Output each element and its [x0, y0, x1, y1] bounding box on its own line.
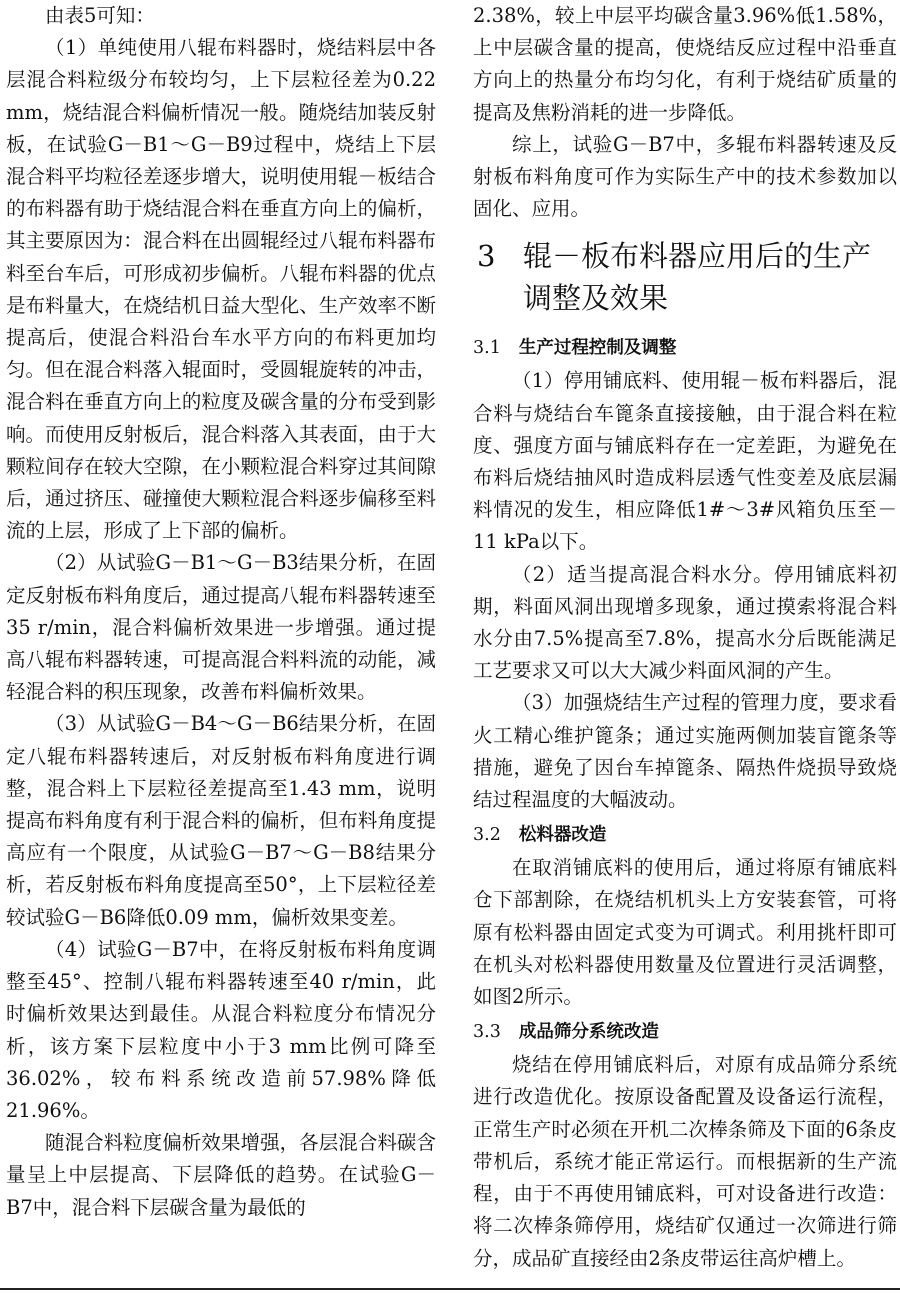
- section-3-title: 辊－板布料器应用后的生产调整及效果: [523, 239, 872, 316]
- subsection-3-1-heading: [473, 331, 897, 365]
- subsection-3-3-paragraph: 烧结在停用铺底料后，对原有成品筛分系统进行改造优化。按原设备配置及设备运行流程，正常生产时必须在开机二次棒条筛及下面的6条皮带机后，系统才能正常运行。而根据新的生产流程，由于不再使用铺底料，可对设备进行改造：将二次棒条筛停用，烧结矿仅通过一次筛进行筛分，成品矿直接经由2条皮带运往高炉槽上。: [473, 1053, 897, 1270]
- left-paragraph-3: （3）从试验G－B4～G－B6结果分析，在固定八辊布料器转速后，对反射板布料角度进行调整，混合料上下层粒径差提高至1.43 mm，说明提高布料角度有利于混合料的偏析，但布料角度提高应有一个限度，从试验G－B7～G－B8结果分析，若反射板布料角度提高至50°，上下层粒径差较试验G－B6降低0.09 mm，偏析效果变差。: [6, 712, 436, 929]
- subsection-3-3-number: 3.3: [473, 1022, 501, 1043]
- left-paragraph-1: （1）单纯使用八辊布料器时，烧结料层中各层混合料粒级分布较均匀，上下层粒径差为0.22 mm，烧结混合料偏析情况一般。随烧结加装反射板，在试验G－B1～G－B9过程中，烧结上下层混合料平均粒径差逐步增大，说明使用辊－板结合的布料器有助于烧结混合料在垂直方向上的偏析，其主要原因为：混合料在出圆辊经过八辊布料器布料至台车后，可形成初步偏析。八辊布料器的优点是布料量大，在烧结机日益大型化、生产效率不断提高后，使混合料沿台车水平方向的布料更加均匀。但在混合料落入辊面时，受圆辊旋转的冲击，混合料在垂直方向上的粒度及碳含量的分布受到影响。而使用反射板后，混合料落入其表面，由于大颗粒间存在较大空隙，在小颗粒混合料穿过其间隙后，通过挤压、碰撞使大颗粒混合料逐步偏移至料流的上层，形成了上下部的偏析。: [6, 36, 436, 543]
- page-bottom-rule: [0, 1288, 900, 1290]
- subsection-3-1-paragraph-1: （1）停用铺底料、使用辊－板布料器后，混合料与烧结台车篦条直接接触，由于混合料在粒度、强度方面与铺底料存在一定差距，为避免在布料后烧结抽风时造成料层透气性变差及底层漏料情况的发生，相应降低1#～3#风箱负压至－11 kPa以下。: [473, 369, 897, 554]
- subsection-3-1-paragraph-3: （3）加强烧结生产过程的管理力度，要求看火工精心维护篦条；通过实施两侧加装盲篦条等措施，避免了因台车掉篦条、隔热件烧损导致烧结过程温度的大幅波动。: [473, 691, 897, 812]
- left-paragraph-5: 随混合料粒度偏析效果增强，各层混合料碳含量呈上中层提高、下层降低的趋势。在试验G－B7中，混合料下层碳含量为最低的: [6, 1131, 436, 1219]
- left-column: [6, 0, 436, 1224]
- subsection-3-2-title: 松料器改造: [518, 825, 607, 846]
- left-paragraph-4: （4）试验G－B7中，在将反射板布料角度调整至45°、控制八辊布料器转速至40 r/min，此时偏析效果达到最佳。从混合料粒度分布情况分析，该方案下层粒度中小于3 mm比例可降至36.02%，较布料系统改造前57.98%降低21.96%。: [6, 937, 436, 1122]
- subsection-3-1-number: 3.1: [473, 338, 501, 359]
- intro-line: 由表5可知：: [45, 4, 155, 27]
- subsection-3-2-number: 3.2: [473, 825, 501, 846]
- subsection-3-1-title: 生产过程控制及调整: [518, 338, 677, 359]
- summary-paragraph: 综上，试验G－B7中，多辊布料器转速及反射板布料角度可作为实际生产中的技术参数加以固化、应用。: [473, 132, 897, 221]
- section-3-number: 3: [477, 239, 496, 274]
- subsection-3-3-title: 成品筛分系统改造: [518, 1022, 659, 1043]
- right-column: [473, 0, 897, 1275]
- section-3-heading: [473, 235, 897, 319]
- right-paragraph-continued: 2.38%，较上中层平均碳含量3.96%低1.58%，上中层碳含量的提高，使烧结反应过程中沿垂直方向上的热量分布均匀化，有利于烧结矿质量的提高及焦粉消耗的进一步降低。: [473, 4, 897, 124]
- left-paragraph-2: （2）从试验G－B1～G－B3结果分析，在固定反射板布料角度后，通过提高八辊布料器转速至35 r/min，混合料偏析效果进一步增强。通过提高八辊布料器转速，可提高混合料料流的动能，减轻混合料的积压现象，改善布料偏析效果。: [6, 551, 436, 704]
- subsection-3-2-paragraph: 在取消铺底料的使用后，通过将原有铺底料仓下部割除，在烧结机机头上方安装套管，可将原有松料器由固定式变为可调式。利用挑杆即可在机头对松料器使用数量及位置进行灵活调整，如图2所示。: [473, 856, 897, 1009]
- subsection-3-2-heading: [473, 818, 897, 852]
- subsection-3-1-paragraph-2: （2）适当提高混合料水分。停用铺底料初期，料面风洞出现增多现象，通过摸索将混合料水分由7.5%提高至7.8%，提高水分后既能满足工艺要求又可以大大减少料面风洞的产生。: [473, 562, 897, 683]
- subsection-3-3-heading: [473, 1015, 897, 1049]
